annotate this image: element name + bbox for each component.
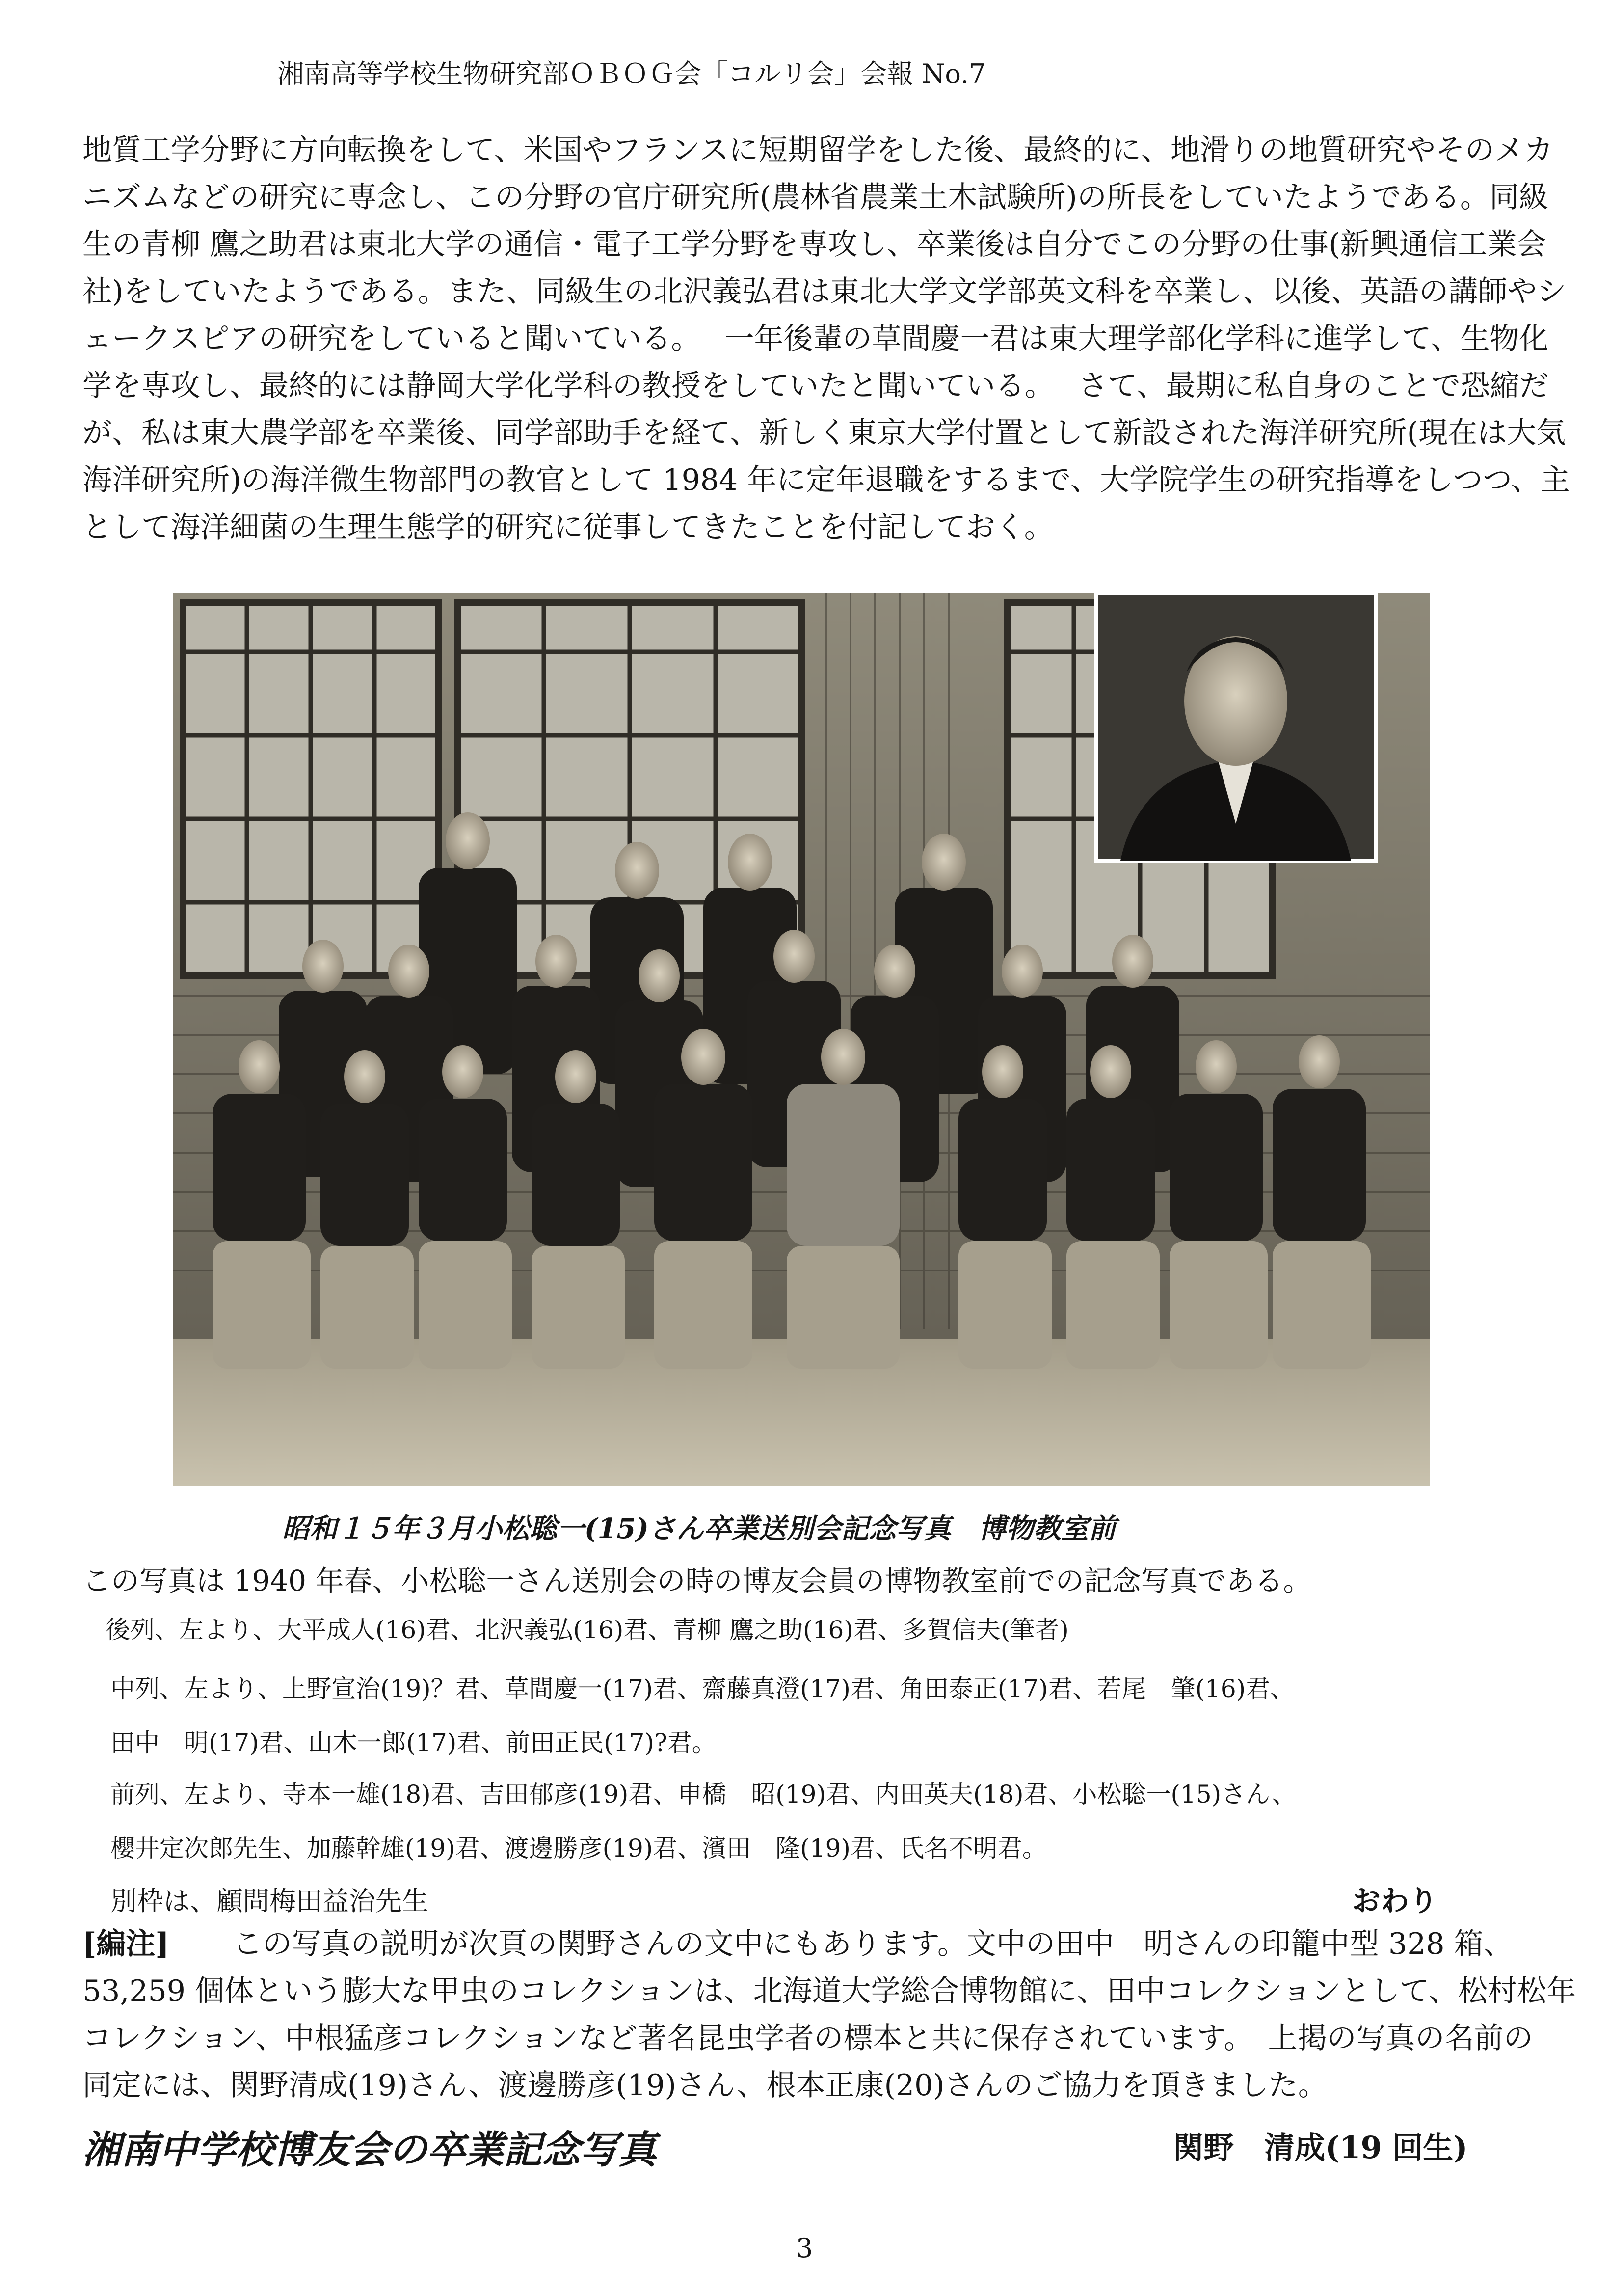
intro-line: 海洋研究所)の海洋微生物部門の教官として 1984 年に定年退職をするまで、大学院学生の研究指導をしつつ、主 xyxy=(82,463,1570,497)
group-photograph xyxy=(173,593,1430,1486)
inset-portrait xyxy=(1096,593,1376,861)
intro-line: ニズムなどの研究に専念し、この分野の官庁研究所(農林省農業土木試験所)の所長をしていたようである。同級 xyxy=(82,180,1548,215)
intro-line: が、私は東大農学部を卒業後、同学部助手を経て、新しく東京大学付置として新設された海洋研究所(現在は大気 xyxy=(82,416,1566,450)
editor-note-line: 同定には、関野清成(19)さん、渡邊勝彦(19)さん、根本正康(20)さんのご協力を頂きました。 xyxy=(82,2068,1328,2103)
intro-line: 学を専攻し、最終的には静岡大学化学科の教授をしていたと聞いている。 さて、最期に私自身のことで恐縮だ xyxy=(82,369,1549,403)
intro-paragraph xyxy=(82,127,1570,551)
section-title: 湘南中学校博友会の卒業記念写真 xyxy=(82,2128,657,2172)
intro-line: 社)をしていたようである。また、同級生の北沢義弘君は東北大学文学部英文科を卒業し、以後、英語の講師やシ xyxy=(82,274,1567,309)
editor-note-line: 53,259 個体という膨大な甲虫のコレクションは、北海道大学総合博物館に、田中コレクションとして、松村松年 xyxy=(82,1974,1576,2008)
end-mark: おわり xyxy=(1352,1884,1438,1918)
names-front-row-2: 櫻井定次郎先生、加藤幹雄(19)君、渡邊勝彦(19)君、濱田 隆(19)君、氏名不明君。 xyxy=(110,1834,1047,1863)
editor-note-line-1 xyxy=(82,1920,1530,1968)
page-header: 湘南高等学校生物研究部ＯＢＯＧ会「コルリ会」会報 No.7 xyxy=(277,58,986,89)
editor-note-text: この写真の説明が次頁の関野さんの文中にもあります。文中の田中 明さんの印籠中型 328 箱、 xyxy=(233,1927,1513,1961)
intro-line: として海洋細菌の生理生態学的研究に従事してきたことを付記しておく。 xyxy=(82,510,1054,544)
names-front-row-1: 前列、左より、寺本一雄(18)君、吉田郁彦(19)君、申橋 昭(19)君、内田英夫(18)君、小松聡一(15)さん、 xyxy=(110,1780,1297,1809)
editor-note-label: [編注] xyxy=(82,1927,169,1961)
names-back-row: 後列、左より、大平成人(16)君、北沢義弘(16)君、青柳 鷹之助(16)君、多賀信夫(筆者) xyxy=(106,1616,1069,1644)
page-number: 3 xyxy=(796,2233,813,2264)
editor-note xyxy=(82,1920,1576,2109)
intro-line: 生の青柳 鷹之助君は東北大学の通信・電子工学分野を専攻し、卒業後は自分でこの分野の仕事(新興通信工業会 xyxy=(82,227,1546,262)
intro-line: 地質工学分野に方向転換をして、米国やフランスに短期留学をした後、最終的に、地滑りの地質研究やそのメカ xyxy=(82,133,1553,167)
photo-caption-title: 昭和１５年３月小松聡一(15)さん卒業送別会記念写真 博物教室前 xyxy=(282,1513,1116,1545)
names-middle-row-2: 田中 明(17)君、山木一郎(17)君、前田正民(17)?君。 xyxy=(110,1729,717,1757)
names-middle-row-1: 中列、左より、上野宣治(19)？君、草間慶一(17)君、齋藤真澄(17)君、角田泰正(17)君、若尾 肇(16)君、 xyxy=(110,1675,1295,1703)
section-author: 関野 清成(19 回生) xyxy=(1173,2130,1468,2165)
names-inset-note: 別枠は、顧問梅田益治先生 xyxy=(110,1886,428,1917)
caption-intro: この写真は 1940 年春、小松聡一さん送別会の時の博友会員の博物教室前での記念写真である。 xyxy=(82,1564,1312,1597)
editor-note-line: コレクション、中根猛彦コレクションなど著名昆虫学者の標本と共に保存されています。 上掲の写真の名前の xyxy=(82,2021,1533,2055)
intro-line: ェークスピアの研究をしていると聞いている。 一年後輩の草間慶一君は東大理学部化学科に進学して、生物化 xyxy=(82,322,1549,356)
